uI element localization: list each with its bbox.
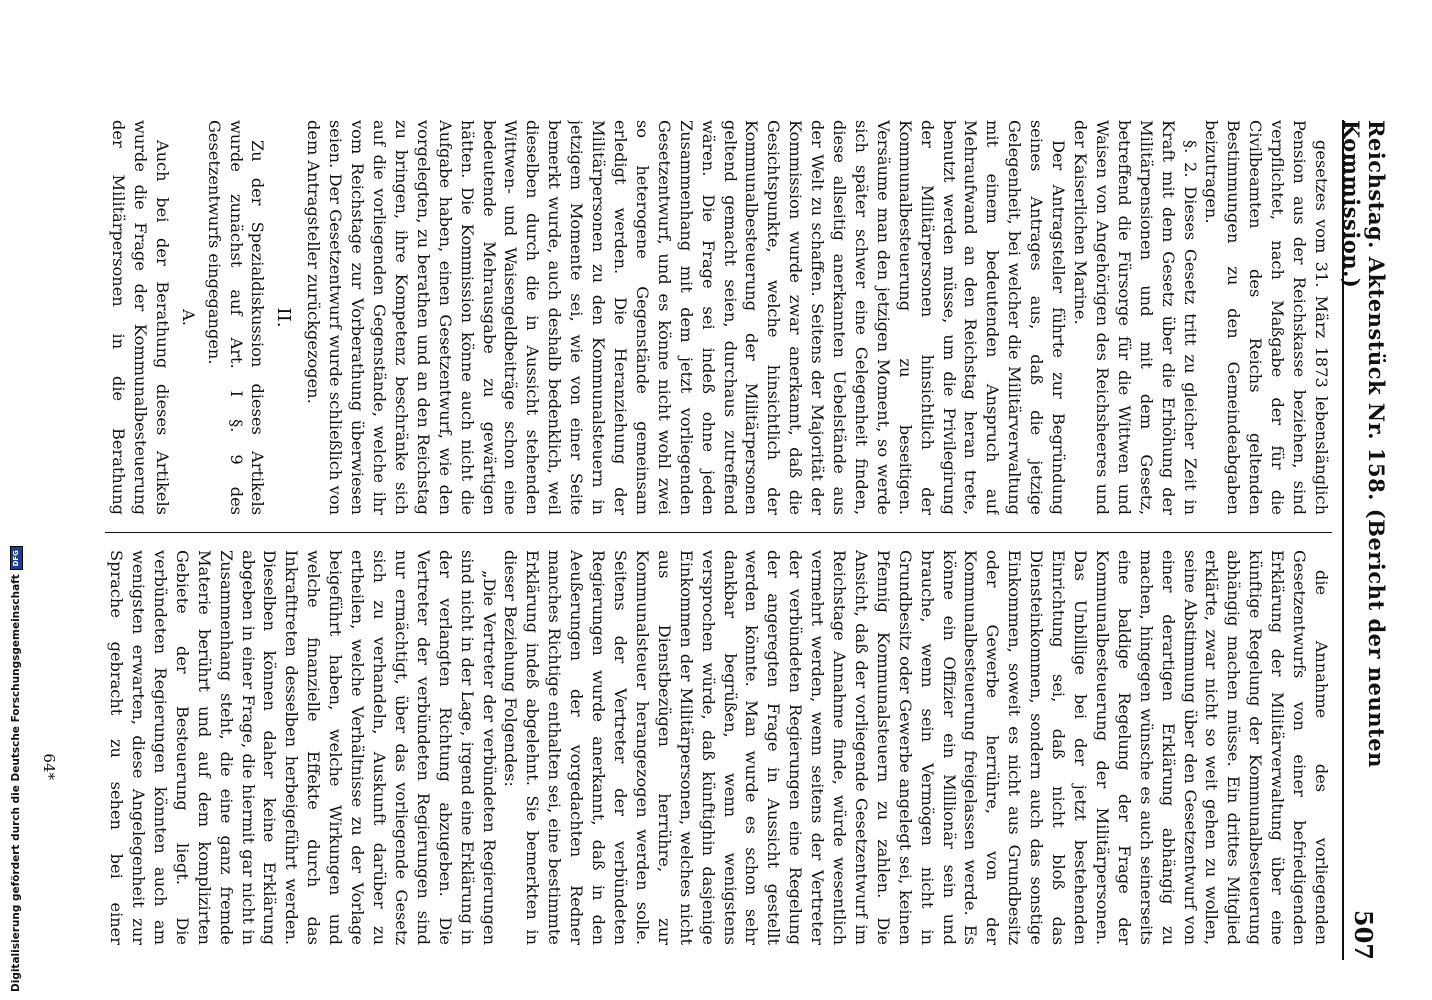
- paragraph: die Annahme des vorliegenden Gesetzentwurfs von einer befriedigenden Erklärung der Militärverwaltung über eine künftige Regelung der Kommunalbesteuerung abhängig machen müsse. Ein drittes Mitglied erklärte, zwar nicht so weit gehen zu wollen, seine Abstimmung über den Gesetzentwurf von einer derartigen Erklärung abhängig zu machen, hingegen wünsche es auch seinerseits eine baldige Regelung der Frage der Kommunalbesteuerung der Militärpersonen. Das Unbillige bei der jetzt bestehenden Einrichtung sei, daß nicht bloß das Diensteinkommen, sondern auch das sonstige Einkommen, soweit es nicht aus Grundbesitz oder Gewerbe herrühre, von der Kommunalbesteuerung freigelassen werde. Es könne ein Offizier ein Millionär sein und brauche, wenn sein Vermögen nicht in Grundbesitz oder Gewerbe angelegt sei, keinen Pfennig Kommunalsteuern zu zahlen. Die Ansicht, daß der vorliegende Gesetzentwurf im Reichstage Annahme finde, würde wesentlich vermehrt werden, wenn seitens der Vertreter der verbündeten Regierungen eine Regelung der angeregten Frage in Aussicht gestellt werden könnte. Man wurde es schon sehr dankbar begrüßen, wenn wenigstens versprochen würde, daß künftighin dasjenige Einkommen der Militärpersonen, welches nicht aus Dienstbezügen herrühre, zur Kommunalsteuer herangezogen werden solle. Seitens der Vertreter der verbündeten Regierungen wurde anerkannt, daß in den Aeußerungen der vorgedachten Redner manches Richtige enthalten sei, eine bestimmte Erklärung indeß abgelehnt. Sie bemerkten in dieser Beziehung Folgendes:: [501, 550, 1331, 945]
- digitization-note: Digitalisierung gefördert durch die Deutsche Forschungsgemeinschaft: [10, 574, 22, 992]
- paragraph: gesetzes vom 31. März 1873 lebenslänglich Pension aus der Reichskasse beziehen, sind verpflichtet, nach Maßgabe der für die Civilbeamten des Reichs geltenden Bestimmungen zu den Gemeindeabgaben beizutragen.: [1202, 120, 1331, 515]
- digitization-footer: [6, 0, 26, 992]
- section-heading-ii: II.: [273, 307, 295, 328]
- paragraph: Der Antragsteller führte zur Begründung seines Antrages aus, daß die jetzige Gelegenheit, bei welcher die Militärverwaltung mit einem bedeutenden Anspruch auf Mehraufwand an den Reichstag heran trete, benutzt werden müsse, um die Privilegirung der Militärpersonen hinsichtlich der Kommunalbesteuerung zu beseitigen. Versäume man den jetzigen Moment, so werde sich später schwer eine Gelegenheit finden, diese allseitig anerkannten Uebelstände aus der Welt zu schaffen. Seitens der Majorität der Kommission wurde zwar anerkannt, daß die Gesichtspunkte, welche hinsichtlich der Kommunalbesteuerung der Militärpersonen geltend gemacht seien, durchaus zutreffend wären. Die Frage sei indeß ohne jeden Zusammenhang mit dem jetzt vorliegenden Gesetzentwurf, und es könne nicht wohl zwei so heterogene Gegenstände gemeinsam erledigt werden. Die Heranziehung der Militärpersonen zu den Kommunalsteuern in jetzigem Momente sei, wie von einer Seite bemerkt wurde, auch deshalb bedenklich, weil dieselben durch die in Aussicht stehenden Wittwen- und Waisengeldbeiträge schon eine bedeutende Mehrausgabe zu gewärtigen hätten. Die Kommission könne auch nicht die Aufgabe haben, einen Gesetzentwurf, wie den vorgelegten, zu berathen und an den Reichstag zu bringen, ihre Kompetenz beschränke sich auf die vorliegenden Gegenstände, welche ihr vom Reichstage zur Vorberathung überwiesen seien. Der Gesetzentwurf wurde schließlich von dem Antragsteller zurückgezogen.: [304, 120, 1069, 515]
- paragraph: Auch bei der Berathung dieses Artikels wurde die Frage der Kommunalbesteuerung der Militärpersonen in die Berathung: [109, 120, 172, 515]
- dfg-logo-icon: DFG: [10, 546, 23, 570]
- header-title: Reichstag. Aktenstück Nr. 158. (Bericht der neunten Kommission.): [1339, 120, 1389, 768]
- section-heading-a: A.: [178, 309, 198, 326]
- column-divider: [105, 532, 1332, 533]
- page-header: [1339, 120, 1389, 960]
- page-number: 507: [1349, 909, 1379, 960]
- paragraph: Zu der Spezialdiskussion dieses Artikels wurde zunächst auf Art. I §. 9 des Gesetzentwurfs eingegangen.: [204, 120, 268, 515]
- quoted-statement: „Die Vertreter der verbündeten Regierungen sind nicht in der Lage, irgend eine Erklärung in der verlangten Richtung abzugeben. Die Vertreter der verbündeten Regierungen sind nur ermächtigt, über das vorliegende Gesetz sich zu verhandeln, Auskunft darüber zu ertheilen, welche Verhältnisse zu der Vorlage beigeführt haben, welche Wirkungen und welche finanzielle Effekte durch das Inkrafttreten desselben herbeigeführt werden. Dieselben können daher keine Erklärung abgeben in einer Frage, die hiermit gar nicht in Zusammenhang steht, die eine ganz fremde Materie berührt und auf dem komplizirten Gebiete der Besteuerung liegt. Die verbündeten Regierungen könnten auch am wenigsten erwarten, diese Angelegenheit zur Sprache gebracht zu sehen bei einer: [107, 550, 499, 945]
- left-column: [105, 120, 1332, 515]
- sheet-signature: 64*: [40, 753, 58, 780]
- right-column: [105, 550, 1332, 945]
- paragraph: §. 2. Dieses Gesetz tritt zu gleicher Zeit in Kraft mit dem Gesetz über die Erhöhung der Militärpensionen und mit dem Gesetz, betreffend die Fürsorge für die Wittwen und Waisen von Angehörigen des Reichsheeres und der Kaiserlichen Marine.: [1071, 120, 1200, 515]
